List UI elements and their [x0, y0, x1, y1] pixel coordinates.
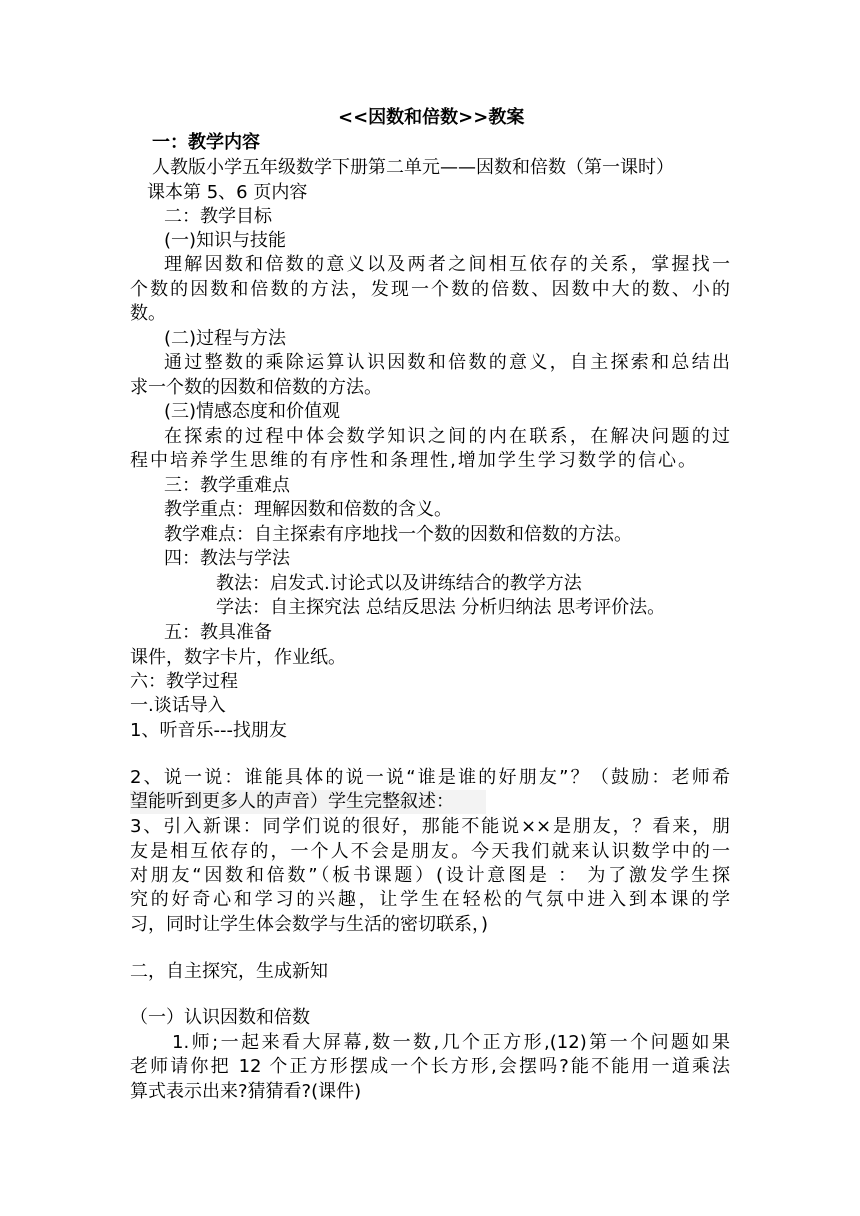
content-line: 教学重点：理解因数和倍数的含义。: [164, 499, 452, 520]
paragraph-line: 望能听到更多人的声音）学生完整叙述：: [130, 790, 486, 814]
content-line: 教法：启发式.讨论式以及讲练结合的教学方法: [216, 573, 582, 594]
section-heading-content: 一：教学内容: [152, 132, 260, 153]
section-heading-materials: 五：教具准备: [164, 622, 272, 643]
paragraph-line: 个数的因数和倍数的方法，发现一个数的倍数、因数中大的数、小的: [130, 279, 730, 300]
section-heading-explore: 二，自主探究，生成新知: [130, 961, 328, 982]
section-heading-objectives: 二：教学目标: [164, 206, 272, 227]
paragraph-line: 求一个数的因数和倍数的方法。: [130, 377, 382, 398]
subheading-knowledge: (一)知识与技能: [164, 230, 287, 251]
subheading-factors: （一）认识因数和倍数: [130, 1007, 310, 1028]
paragraph-line: 1.师;一起来看大屏幕,数一数,几个正方形,(12)第一个问题如果: [172, 1032, 730, 1053]
paragraph-line: 究的好奇心和学习的兴趣，让学生在轻松的气氛中进入到本课的学: [130, 889, 730, 910]
content-line: 课件，数字卡片，作业纸。: [130, 647, 346, 668]
section-heading-process: 六：教学过程: [130, 671, 238, 692]
section-heading-focus: 三：教学重难点: [164, 475, 290, 496]
content-line: 教学难点：自主探索有序地找一个数的因数和倍数的方法。: [164, 524, 632, 545]
paragraph-line: 老师请你把 12 个正方形摆成一个长方形,会摆吗?能不能用一道乘法: [130, 1056, 730, 1077]
paragraph-line: 算式表示出来?猜猜看?(课件): [130, 1081, 362, 1102]
paragraph-line: 数。: [130, 303, 166, 324]
paragraph-line: 习，同时让学生体会数学与生活的密切联系，): [130, 914, 489, 935]
document-title: <<因数和倍数>>教案: [338, 107, 525, 128]
paragraph-line: 通过整数的乘除运算认识因数和倍数的意义，自主探索和总结出: [164, 352, 730, 373]
subheading-attitude: (三)情感态度和价值观: [164, 401, 341, 422]
paragraph-line: 友是相互依存的，一个人不会是朋友。今天我们就来认识数学中的一: [130, 841, 730, 862]
subheading-process: (二)过程与方法: [164, 328, 287, 349]
subheading-intro: 一.谈话导入: [130, 695, 226, 716]
paragraph-line: 3、引入新课：同学们说的很好，那能不能说××是朋友，？看来，朋: [130, 816, 730, 837]
content-line: 人教版小学五年级数学下册第二单元——因数和倍数（第一课时）: [152, 157, 674, 178]
content-line: 1、听音乐---找朋友: [130, 720, 287, 741]
paragraph-line: 对朋友“因数和倍数”（板书课题）(设计意图是 ： 为了激发学生探: [130, 865, 730, 886]
paragraph-line: 程中培养学生思维的有序性和条理性,增加学生学习数学的信心。: [130, 450, 696, 471]
content-line: 课本第 5、6 页内容: [147, 182, 308, 203]
paragraph-line: 理解因数和倍数的意义以及两者之间相互依存的关系，掌握找一: [164, 254, 730, 275]
content-line: 学法：自主探究法 总结反思法 分析归纳法 思考评价法。: [216, 597, 666, 618]
section-heading-methods: 四：教法与学法: [164, 548, 290, 569]
paragraph-line: 2、说一说：谁能具体的说一说“谁是谁的好朋友”？（鼓励：老师希: [130, 767, 730, 788]
paragraph-line: 在探索的过程中体会数学知识之间的内在联系，在解决问题的过: [164, 426, 730, 447]
